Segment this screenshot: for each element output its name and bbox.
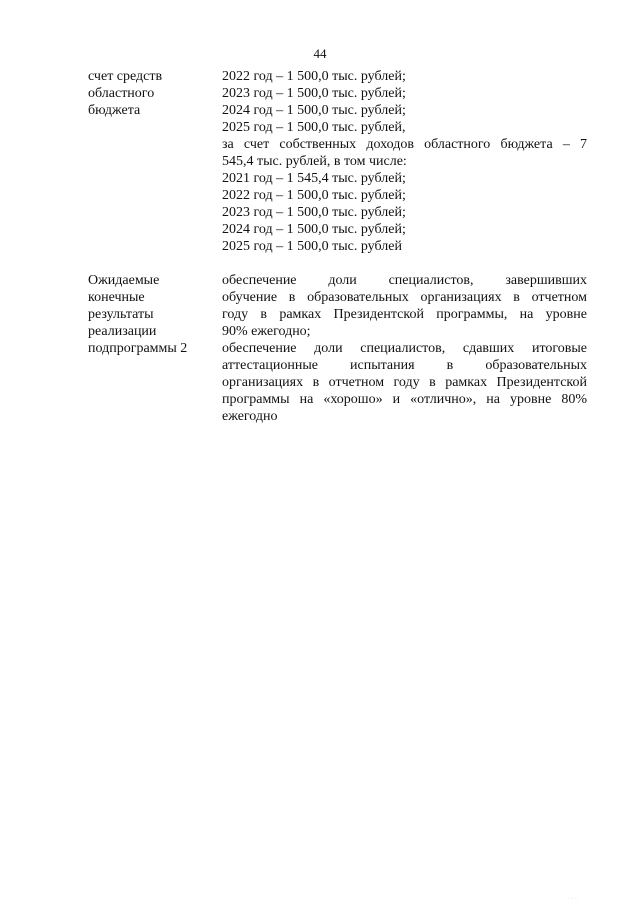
results-label-line: конечные xyxy=(88,290,145,305)
funding-value-line: 2025 год – 1 500,0 тыс. рублей, xyxy=(222,120,406,135)
funding-values xyxy=(222,68,587,255)
result-item-line: программы на «хорошо» и «отлично», на уровне 80% xyxy=(222,392,587,407)
result-item-line: ежегодно xyxy=(222,409,278,424)
results-label-line: подпрограммы 2 xyxy=(88,341,188,356)
funding-value-line: 545,4 тыс. рублей, в том числе: xyxy=(222,154,407,169)
funding-value-line: 2023 год – 1 500,0 тыс. рублей; xyxy=(222,86,406,101)
funding-label-line: областного xyxy=(88,86,155,101)
result-item-line: организациях в отчетном году в рамках Президентской xyxy=(222,375,587,390)
result-item-1 xyxy=(222,272,587,340)
funding-label-line: бюджета xyxy=(88,103,141,118)
results-values xyxy=(222,272,587,425)
result-item-line: 90% ежегодно; xyxy=(222,324,311,339)
result-item-line: обеспечение доли специалистов, сдавших итоговые xyxy=(222,341,587,356)
page-number: 44 xyxy=(313,46,327,61)
scan-mark: · · · xyxy=(568,896,577,902)
funding-value-line: 2023 год – 1 500,0 тыс. рублей; xyxy=(222,205,406,220)
funding-label-line: счет средств xyxy=(88,69,163,84)
results-label-line: реализации xyxy=(88,324,157,339)
funding-value-line: 2024 год – 1 500,0 тыс. рублей; xyxy=(222,103,406,118)
funding-value-line: 2022 год – 1 500,0 тыс. рублей; xyxy=(222,188,406,203)
result-item-2 xyxy=(222,340,587,425)
funding-value-line: 2025 год – 1 500,0 тыс. рублей xyxy=(222,239,402,254)
result-item-line: обучение в образовательных организациях в отчетном xyxy=(222,290,587,305)
funding-label xyxy=(88,68,213,119)
results-label xyxy=(88,272,213,357)
funding-value-line: 2022 год – 1 500,0 тыс. рублей; xyxy=(222,69,406,84)
funding-value-line: 2021 год – 1 545,4 тыс. рублей; xyxy=(222,171,406,186)
funding-value-line: за счет собственных доходов областного бюджета – 7 xyxy=(222,137,587,152)
result-item-line: аттестационные испытания в образовательных xyxy=(222,358,587,373)
results-label-line: результаты xyxy=(88,307,154,322)
funding-value-line: 2024 год – 1 500,0 тыс. рублей; xyxy=(222,222,406,237)
results-label-line: Ожидаемые xyxy=(88,273,160,288)
result-item-line: году в рамках Президентской программы, на уровне xyxy=(222,307,587,322)
result-item-line: обеспечение доли специалистов, завершивших xyxy=(222,273,587,288)
